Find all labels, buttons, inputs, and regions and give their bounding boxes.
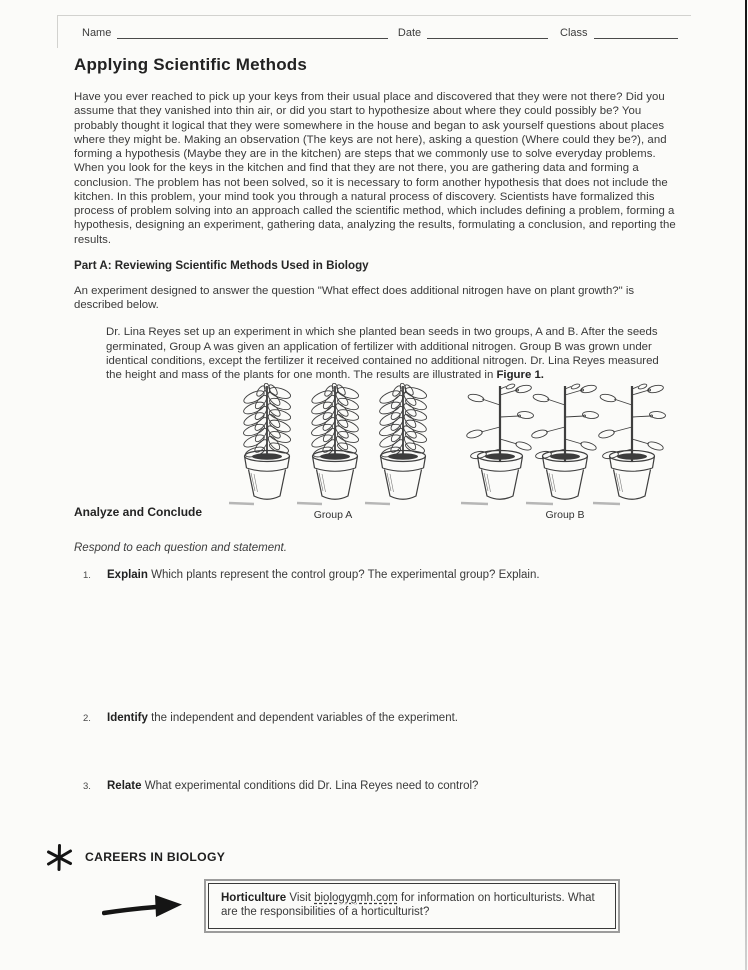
careers-box-text [208,883,616,929]
careers-text-before-link: Visit [286,891,315,904]
part-a-heading: Part A: Reviewing Scientific Methods Used in Biology [74,258,369,272]
name-blank-line [117,24,388,39]
careers-section [46,844,678,871]
analyze-and-conclude-heading: Analyze and Conclude [74,505,203,520]
careers-box [204,879,620,933]
question-1 [83,568,678,583]
careers-callout [102,879,678,933]
figure-1-reference: Figure 1. [496,369,544,381]
group-a-label: Group A [313,509,353,522]
careers-heading: CAREERS IN BIOLOGY [85,850,226,865]
date-blank-line [427,24,548,39]
date-label: Date [397,27,422,39]
question-1-text [107,568,540,583]
intro-paragraph: Have you ever reached to pick up your keys from their usual place and discovered that they were not there? Did you assume that they vanished into thin air, or did you start to hypothesize about where they could possibly be? You probably thought it logical that they were somewhere in the house and began to ask yourself questions about places where they might be. Making an observation (The keys are not here), asking a question (Where could they be?), and forming a hypothesis (Maybe they are in the kitchen) are steps that we commonly use to solve everyday problems. When you look for the keys in the kitchen and find that they are not there, you are gathering data and forming a conclusion. The problem has not been solved, so it is necessary to form another hypothesis that does not include the kitchen. In this problem, your mind took you through a natural process of discovery. Scientists have formalized this process of problem solving into an approach called the scientific method, which includes defining a problem, forming a hypothesis, designing an experiment, gathering data, analyzing the results, formulating a conclusion, and reporting the results. [74,91,676,246]
question-2-keyword: Identify [107,711,148,724]
arrow-right-icon [102,888,184,924]
careers-text-after-link: for information on horticulturists. What are the responsibilities of a horticulturist? [221,891,595,919]
question-3-number: 3. [83,781,91,793]
question-3-body: What experimental conditions did Dr. Lina Reyes need to control? [141,780,479,793]
question-3 [83,779,678,794]
experiment-description [106,325,672,382]
plants-illustration-icon [74,383,678,507]
experiment-text: Dr. Lina Reyes set up an experiment in which she planted bean seeds in two groups, A and B. After the seeds germinated, Group A was given an application of fertilizer with additional nitrogen. Group B was grown under identical conditions, except the fertilizer it received contained no additional nitrogen. Dr. Lina Reyes measured the height and mass of the plants for one month. The results are illustrated in [106,326,659,381]
question-2 [83,711,678,726]
biologygmh-link[interactable]: biologygmh.com [314,891,398,904]
figure-1 [74,383,678,525]
respond-instruction: Respond to each question and statement. [74,542,287,555]
class-blank-line [594,24,678,39]
class-label: Class [560,27,588,39]
asterisk-icon [46,844,73,871]
page-title: Applying Scientific Methods [74,55,308,74]
name-label: Name [82,27,112,39]
question-2-text [107,711,458,726]
question-3-keyword: Relate [107,780,142,793]
question-2-number: 2. [83,712,91,724]
question-2-body: the independent and dependent variables of the experiment. [147,711,458,724]
header-fields [74,21,678,39]
question-1-body: Which plants represent the control group? The experimental group? Explain. [147,569,540,582]
question-3-text [107,779,478,794]
question-1-keyword: Explain [107,569,148,582]
group-b-label: Group B [545,509,585,522]
part-a-intro: An experiment designed to answer the question "What effect does additional nitrogen have on plant growth?" is described below. [74,284,635,311]
horticulture-keyword: Horticulture [221,891,287,904]
question-1-number: 1. [83,570,91,582]
